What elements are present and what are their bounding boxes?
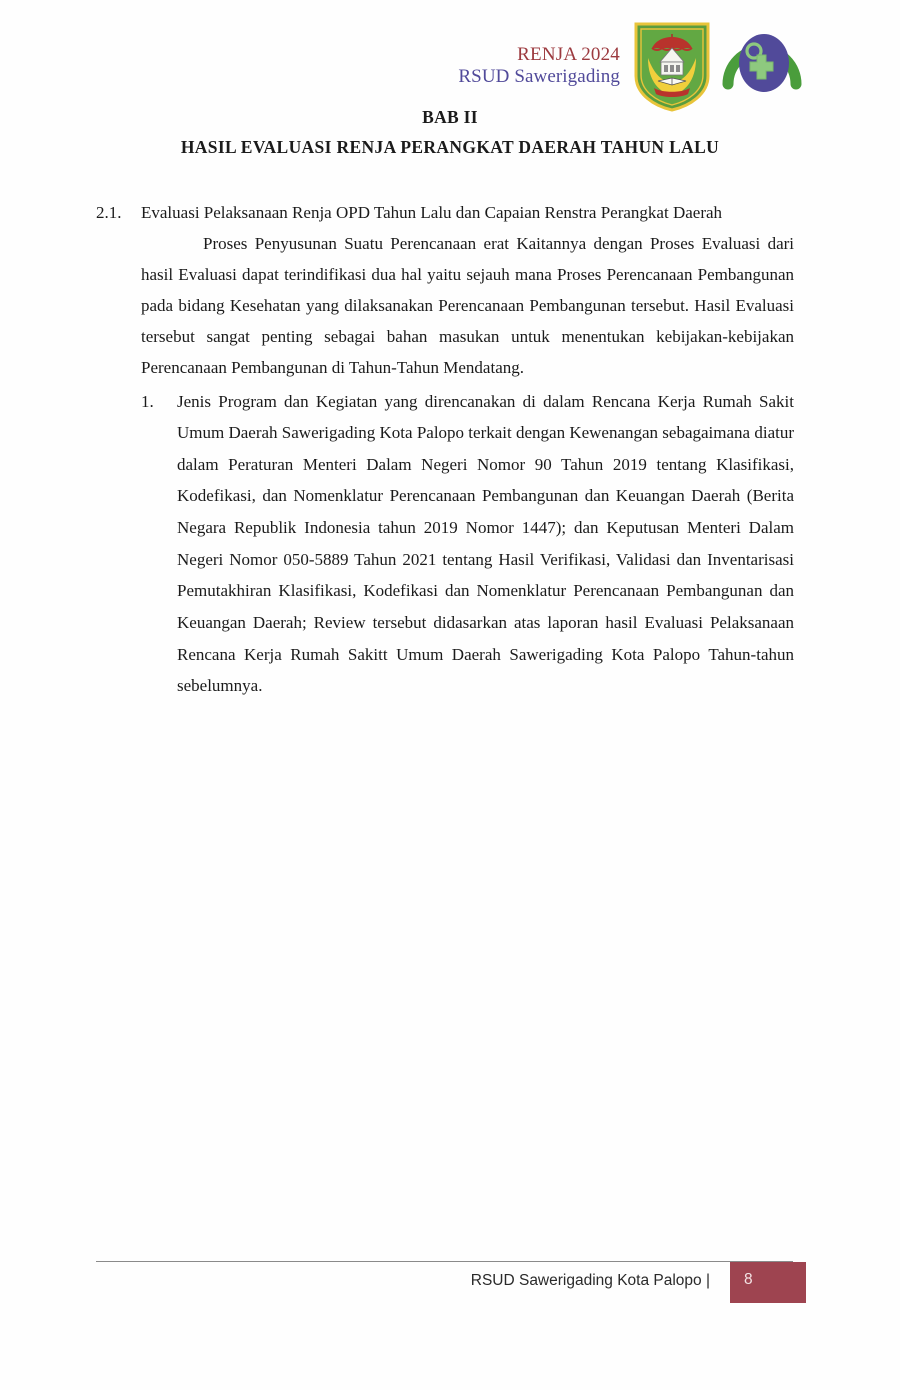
hospital-logo-icon bbox=[722, 20, 802, 100]
list-item-marker: 1. bbox=[141, 391, 154, 411]
section-paragraph: Proses Penyusunan Suatu Perencanaan erat Kaitannya dengan Proses Evaluasi dari hasil Evaluasi dapat terindifikasi dua hal yaitu sejauh mana Proses Perencanaan Pembangunan pada bidang Kesehatan yang dilaksanakan Perencanaan Pembangunan tersebut. Hasil Evaluasi tersebut sangat penting sebagai bahan masukan untuk menentukan kebijakan-kebijakan Perencanaan Pembangunan di Tahun-Tahun Mendatang. bbox=[141, 233, 794, 377]
section-number: 2.1. bbox=[96, 203, 122, 222]
header-brand-line-2: RSUD Sawerigading bbox=[458, 66, 620, 88]
page-number-badge bbox=[730, 1262, 806, 1303]
document-header bbox=[0, 18, 900, 114]
section-heading: Evaluasi Pelaksanaan Renja OPD Tahun Lalu dan Capaian Renstra Perangkat Daerah bbox=[141, 203, 723, 222]
section-2-1 bbox=[96, 198, 794, 384]
document-footer bbox=[96, 1262, 806, 1304]
header-brand-line-1: RENJA 2024 bbox=[517, 44, 620, 65]
list-item bbox=[141, 386, 794, 702]
section-content bbox=[141, 198, 794, 384]
header-logos bbox=[630, 18, 802, 112]
page-title-chapter: BAB II bbox=[422, 107, 478, 127]
palopo-city-crest-icon bbox=[630, 18, 714, 112]
footer-label: RSUD Sawerigading Kota Palopo | bbox=[470, 1272, 710, 1289]
header-brand-text bbox=[458, 44, 620, 88]
numbered-list bbox=[96, 386, 794, 702]
page-title-subtitle: HASIL EVALUASI RENJA PERANGKAT DAERAH TAHUN LALU bbox=[180, 137, 720, 157]
list-item-text: Jenis Program dan Kegiatan yang direncanakan di dalam Rencana Kerja Rumah Sakit Umum Daerah Sawerigading Kota Palopo terkait dengan Kewenangan sebagaimana diatur dalam Peraturan Menteri Dalam Negeri Nomor 90 Tahun 2019 tentang Klasifikasi, Kodefikasi, dan Nomenklatur Perencanaan Pembangunan dan Keuangan Daerah (Berita Negara Republik Indonesia tahun 2019 Nomor 1447); dan Keputusan Menteri Dalam Negeri Nomor 050-5889 Tahun 2021 tentang Hasil Verifikasi, Validasi dan Inventarisasi Pemutakhiran Klasifikasi, Kodefikasi dan Nomenklatur Perencanaan Pembangunan dan Keuangan Daerah; Review tersebut didasarkan atas laporan hasil Evaluasi Pelaksanaan Rencana Kerja Rumah Sakitt Umum Daerah Sawerigading Kota Palopo Tahun-tahun sebelumnya. bbox=[177, 391, 794, 696]
page-number: 8 bbox=[744, 1271, 753, 1288]
document-body bbox=[96, 198, 794, 702]
